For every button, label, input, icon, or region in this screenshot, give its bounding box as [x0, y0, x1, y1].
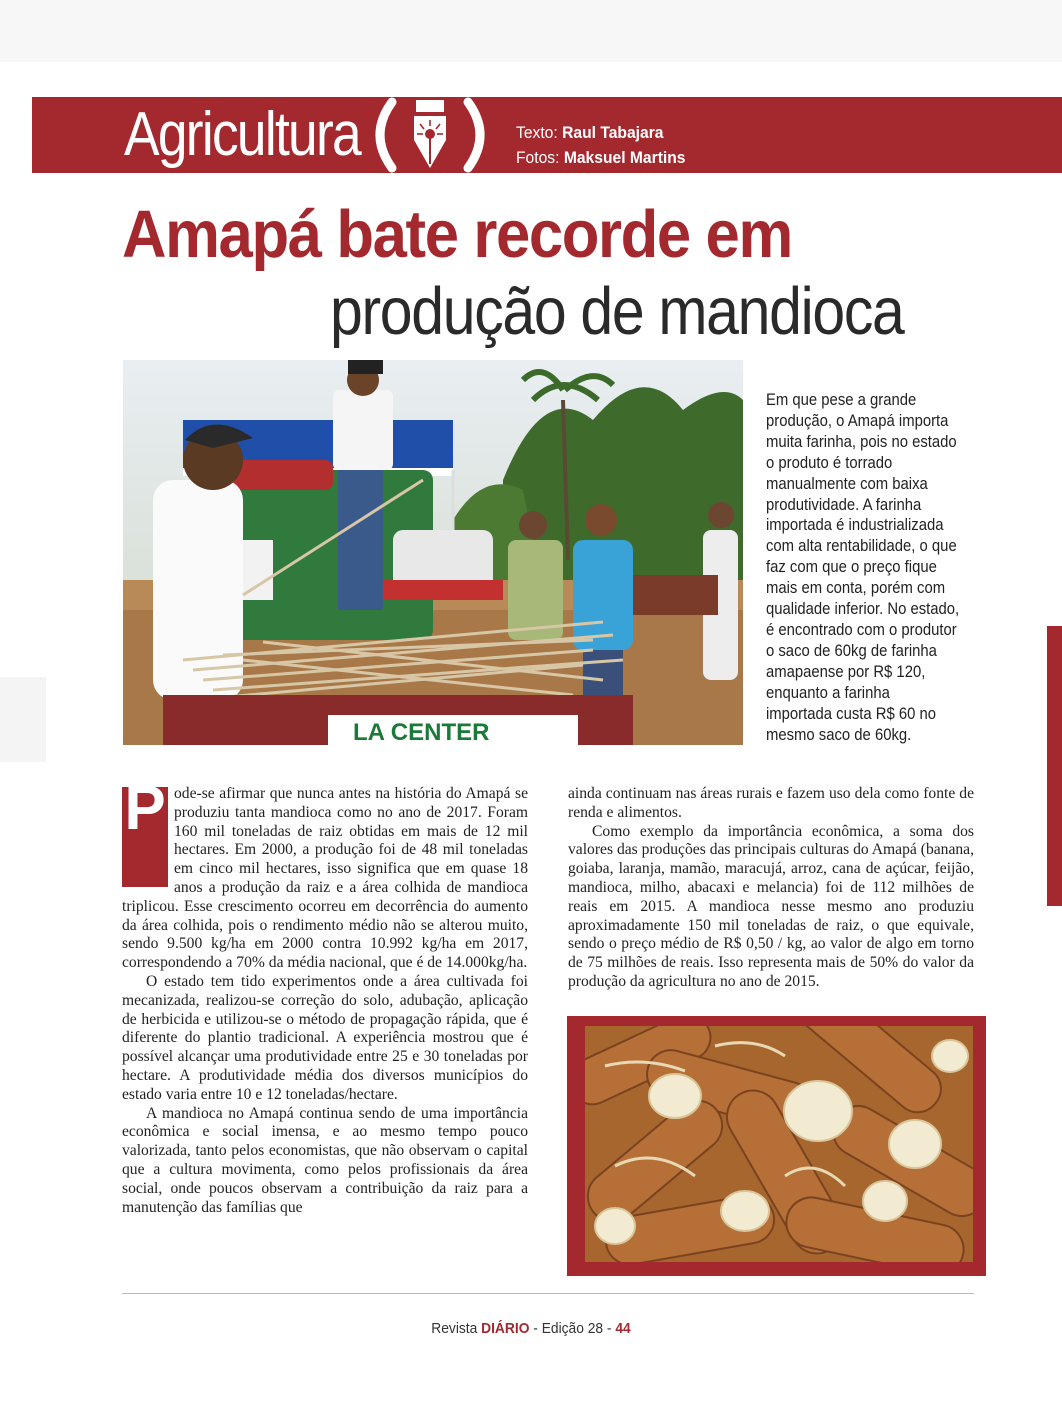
sidebar-note: Em que pese a grande produção, o Amapá importa muita farinha, pois no estado o produto é torrado manualmente com baixa produtividade. A farinha importada é industrializada com alta rentabilidade, o que faz com que o preço fique mais em conta, porém com qualidade inferior. No estado, é encontrado com o produtor o saco de 60kg de farinha amapaense por R$ 120, enquanto a farinha importada custa R$ 60 no mesmo saco de 60kg.	[766, 391, 960, 744]
footer-brand: DIÁRIO	[481, 1320, 530, 1337]
photo-author: Maksuel Martins	[563, 148, 686, 167]
headline-line-1: Amapá bate recorde em	[122, 197, 792, 272]
photo-credit-label: Fotos:	[516, 148, 560, 167]
paragraph-1: ode-se afirmar que nunca antes na história do Amapá se produziu tanta mandioca como no ano de 2017. Foram 160 mil toneladas de raiz obtidas em mais de 12 mil hectares. Em 2000, a produção foi de 48 mil toneladas em cinco mil hectares, isso significa que em quase 18 anos a produção da raiz e a área colhida de mandioca triplicou. Esse crescimento ocorreu em decorrência do aumento da área colhida, pois o rendimento médio não se alterou muito, sendo 9.500 kg/ha em 2000 contra 10.992 kg/ha em 2017, correspondendo a 70% da média nacional, que é de 14.000kg/ha.	[122, 785, 528, 972]
article-column-1	[122, 774, 528, 1217]
page-edge-shadow	[0, 677, 46, 762]
article-column-2	[568, 785, 974, 992]
page-number: 44	[615, 1320, 631, 1337]
footer-edition: - Edição 28 -	[529, 1320, 616, 1337]
page-footer	[42, 1320, 1019, 1337]
drop-cap: P	[122, 787, 168, 887]
equipment-sign: LA CENTER	[353, 719, 490, 745]
paragraph-4: ainda continuam nas áreas rurais e fazem uso dela como fonte de renda e alimentos.	[568, 785, 974, 821]
section-title: Agricultura	[124, 100, 360, 169]
photo-field-demonstration	[123, 360, 743, 745]
text-author: Raul Tabajara	[562, 123, 664, 142]
headline-line-2: produção de mandioca	[330, 274, 904, 349]
text-credit-label: Texto:	[516, 123, 558, 142]
footer-revista: Revista	[431, 1320, 482, 1337]
page-edge-tab	[1047, 626, 1062, 906]
paragraph-5: Como exemplo da importância econômica, a soma dos valores das produções das principais culturas do Amapá (banana, goiaba, laranja, mamão, maracujá, arroz, cana de açúcar, feijão, mandioca, milho, abacaxi e melancia) foi de 112 milhões de reais em 2015. A mandioca nesse mesmo ano produziu aproximadamente 150 mil toneladas de raiz, o que equivale, sendo o preço médio de R$ 0,50 / kg, ao valor de algo em torno de 75 milhões de reais. Isso representa mais de 50% do valor da produção da agricultura no ano de 2015.	[568, 822, 974, 990]
top-margin	[0, 0, 1062, 62]
pen-nib-icon	[370, 96, 490, 174]
paragraph-2: O estado tem tido experimentos onde a área cultivada foi mecanizada, realizou-se correção do solo, adubação, aplicação de herbicida e utilizou-se o método de propagação rápida, que é diferente do plantio tradicional. A experiência mostrou que é possível alcançar uma produtividade entre 25 e 30 toneladas por hectare. A produtividade média dos diversos municípios do estado varia entre 10 e 12 toneladas/hectare.	[122, 972, 528, 1103]
footer-rule	[122, 1293, 974, 1294]
paragraph-3: A mandioca no Amapá continua sendo de uma importância econômica e social imensa, e ao mesmo tempo pouco valorizada, tanto pelos economistas, que não observam o capital que a cultura movimenta, como pelos profissionais da área social, onde poucos observam a contribuição da raiz para a manutenção das famílias que	[122, 1104, 528, 1216]
credits	[516, 120, 686, 170]
photo-cassava-roots	[585, 1026, 973, 1262]
